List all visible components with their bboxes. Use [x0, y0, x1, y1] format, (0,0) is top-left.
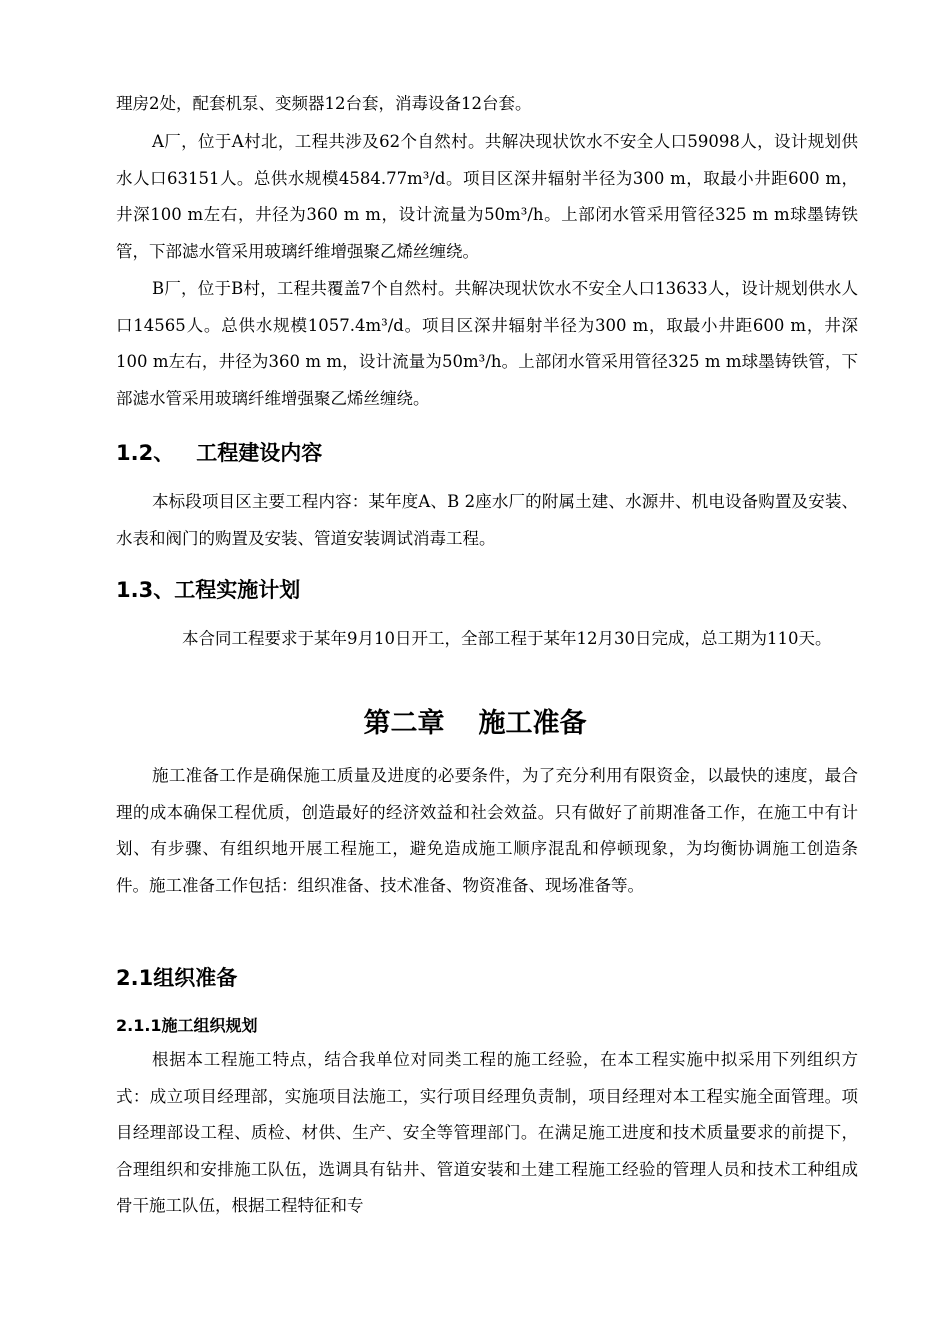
- paragraph-preparation-intro: 施工准备工作是确保施工质量及进度的必要条件，为了充分利用有限资金，以最快的速度，最合理的成本确保工程优质，创造最好的经济效益和社会效益。只有做好了前期准备工作，在施工中有计划、有步骤、有组织地开展工程施工，避免造成施工顺序混乱和停顿现象，为均衡协调施工创造条件。施工准备工作包括：组织准备、技术准备、物资准备、现场准备等。: [116, 766, 858, 895]
- heading-number: 1.2、: [116, 441, 175, 465]
- heading-construction-content: [116, 438, 322, 468]
- heading-construction-organization-plan: 2.1.1施工组织规划: [116, 1016, 258, 1035]
- paragraph-construction-content: 本标段项目区主要工程内容：某年度A、B 2座水厂的附属土建、水源井、机电设备购置及安装、水表和阀门的购置及安装、管道安装调试消毒工程。: [116, 492, 858, 548]
- paragraph-plant-b: B厂，位于B村，工程共覆盖7个自然村。共解决现状饮水不安全人口13633人，设计规划供水人口14565人。总供水规模1057.4m³/d。项目区深井辐射半径为300 m，取最小井距600 m，井深100 m左右，井径为360 m m，设计流量为50m³/h。上部闭水管采用管径325 m m球墨铸铁管，下部滤水管采用玻璃纤维增强聚乙烯丝缠绕。: [116, 279, 858, 408]
- chapter-title: [0, 704, 950, 744]
- heading-implementation-plan: 1.3、工程实施计划: [116, 578, 301, 602]
- paragraph-organization-plan: 根据本工程施工特点，结合我单位对同类工程的施工经验，在本工程实施中拟采用下列组织方式：成立项目经理部，实施项目法施工，实行项目经理负责制，项目经理对本工程实施全面管理。项目经理部设工程、质检、材供、生产、安全等管理部门。在满足施工进度和技术质量要求的前提下，合理组织和安排施工队伍，选调具有钻井、管道安装和土建工程施工经验的管理人员和技术工种组成骨干施工队伍，根据工程特征和专: [116, 1050, 858, 1215]
- chapter-name: 施工准备: [478, 708, 587, 739]
- chapter-number: 第二章: [363, 708, 445, 739]
- paragraph-schedule: 本合同工程要求于某年9月10日开工，全部工程于某年12月30日完成，总工期为110天。: [182, 629, 832, 648]
- heading-text: 工程建设内容: [196, 441, 323, 465]
- heading-organization-preparation: 2.1组织准备: [116, 966, 238, 990]
- paragraph-equipment-summary: 理房2处，配套机泵、变频器12台套，消毒设备12台套。: [116, 94, 532, 113]
- paragraph-plant-a: A厂，位于A村北，工程共涉及62个自然村。共解决现状饮水不安全人口59098人，设计规划供水人口63151人。总供水规模4584.77m³/d。项目区深井辐射半径为300 m，取最小井距600 m，井深100 m左右，井径为360 m m，设计流量为50m³/h。上部闭水管采用管径325 m m球墨铸铁管，下部滤水管采用玻璃纤维增强聚乙烯丝缠绕。: [116, 132, 858, 261]
